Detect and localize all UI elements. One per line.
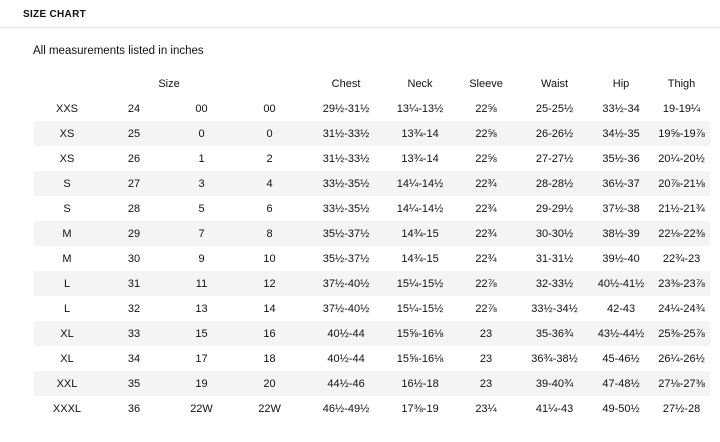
cell-alt-size-a: 7	[168, 221, 235, 246]
cell-thigh: 22⅛-22⅜	[653, 221, 710, 246]
cell-chest: 31½-33½	[322, 152, 370, 165]
cell-thigh: 24¼-24¾	[658, 302, 705, 315]
column-header-thigh: Thigh	[667, 77, 696, 90]
cell-sleeve: 22⅞	[475, 302, 497, 315]
cell-numeric-size: 36	[127, 402, 141, 415]
cell-thigh: 19-19¼	[662, 102, 701, 115]
cell-neck: 13¼-13½	[396, 102, 444, 115]
cell-alt-size-b: 18	[263, 352, 276, 365]
cell-alt-size-b: 2	[266, 152, 273, 165]
page-title: SIZE CHART	[23, 9, 86, 20]
table-row	[34, 246, 710, 271]
cell-sleeve: 23	[452, 321, 520, 346]
cell-alt-size-a: 3	[168, 171, 235, 196]
cell-chest: 40½-44	[327, 352, 365, 365]
cell-alt-size-b: 4	[235, 171, 304, 196]
cell-numeric-size: 35	[100, 371, 168, 396]
cell-alt-size-a: 13	[195, 302, 208, 315]
cell-sleeve: 22¾	[452, 171, 520, 196]
cell-thigh: 27½-28	[662, 402, 701, 415]
cell-chest: 37½-40½	[304, 271, 388, 296]
column-header-neck: Neck	[407, 77, 433, 90]
column-header-hip: Hip	[612, 77, 630, 90]
cell-alt-size-b: 12	[235, 271, 304, 296]
cell-alt-size-a: 1	[198, 152, 205, 165]
table-row	[34, 146, 710, 171]
cell-hip: 42-43	[606, 302, 636, 315]
cell-sleeve: 22⅝	[475, 152, 497, 165]
cell-alt-size-a: 0	[168, 121, 235, 146]
cell-alt-size-b: 0	[235, 121, 304, 146]
cell-waist: 30-30½	[520, 221, 589, 246]
size-rows	[34, 96, 710, 421]
cell-hip: 39½-40	[602, 252, 640, 265]
cell-sleeve: 23¼	[475, 402, 497, 415]
cell-chest: 46½-49½	[322, 402, 370, 415]
cell-size-label: L	[63, 302, 71, 315]
cell-waist: 25-25½	[535, 102, 574, 115]
cell-neck: 15¼-15½	[396, 302, 444, 315]
cell-thigh: 20¼-20½	[658, 152, 705, 165]
cell-numeric-size: 26	[127, 152, 141, 165]
cell-thigh: 27⅛-27⅜	[653, 371, 710, 396]
cell-alt-size-b: 8	[235, 221, 304, 246]
cell-waist: 39-40¾	[520, 371, 589, 396]
cell-neck: 14¼-14½	[396, 202, 444, 215]
cell-hip: 45-46½	[602, 352, 640, 365]
table-row	[34, 96, 710, 121]
cell-thigh: 25⅜-25⅞	[653, 321, 710, 346]
cell-hip: 43½-44½	[589, 321, 653, 346]
header-row	[34, 71, 710, 96]
cell-waist: 26-26½	[520, 121, 589, 146]
cell-alt-size-a: 15	[168, 321, 235, 346]
cell-alt-size-b: 10	[263, 252, 276, 265]
cell-waist: 36¾-38½	[531, 352, 578, 365]
cell-neck: 15⅝-16⅛	[396, 352, 444, 365]
cell-size-label: L	[34, 271, 100, 296]
size-chart-table	[34, 71, 710, 421]
cell-size-label: S	[34, 171, 100, 196]
cell-numeric-size: 27	[100, 171, 168, 196]
cell-chest: 33½-35½	[322, 202, 370, 215]
cell-hip: 47-48½	[589, 371, 653, 396]
cell-sleeve: 22⅞	[452, 271, 520, 296]
cell-thigh: 19⅝-19⅞	[653, 121, 710, 146]
cell-hip: 38½-39	[589, 221, 653, 246]
cell-sleeve: 22⅝	[452, 121, 520, 146]
cell-waist: 27-27½	[535, 152, 574, 165]
cell-waist: 29-29½	[535, 202, 574, 215]
cell-sleeve: 22¾	[475, 252, 497, 265]
cell-neck: 14¾-15	[401, 252, 439, 265]
table-row	[34, 346, 710, 371]
measurement-note: All measurements listed in inches	[33, 45, 204, 57]
cell-neck: 14¼-14½	[388, 171, 452, 196]
cell-numeric-size: 29	[100, 221, 168, 246]
cell-size-label: M	[34, 221, 100, 246]
column-header-size	[34, 71, 304, 96]
cell-sleeve: 22¾	[452, 221, 520, 246]
cell-alt-size-a: 22W	[190, 402, 213, 415]
cell-size-label: XS	[59, 152, 75, 165]
cell-alt-size-b: 14	[263, 302, 276, 315]
cell-size-label: M	[62, 252, 72, 265]
cell-numeric-size: 30	[127, 252, 141, 265]
cell-sleeve: 22¾	[475, 202, 497, 215]
header-bar	[0, 0, 720, 28]
cell-hip: 34½-35	[589, 121, 653, 146]
cell-chest: 40½-44	[304, 321, 388, 346]
cell-chest: 35½-37½	[304, 221, 388, 246]
column-header-chest: Chest	[331, 77, 361, 90]
cell-alt-size-a: 00	[195, 102, 208, 115]
cell-sleeve: 23	[452, 371, 520, 396]
cell-hip: 35½-36	[602, 152, 640, 165]
cell-neck: 15¼-15½	[388, 271, 452, 296]
cell-neck: 13¾-14	[388, 121, 452, 146]
cell-size-label: XL	[60, 352, 74, 365]
cell-size-label: S	[63, 202, 71, 215]
cell-sleeve: 22⅝	[475, 102, 497, 115]
cell-alt-size-b: 16	[235, 321, 304, 346]
cell-alt-size-b: 22W	[258, 402, 281, 415]
cell-thigh: 22¾-23	[662, 252, 701, 265]
cell-size-label: XXS	[55, 102, 78, 115]
table-row	[34, 221, 710, 246]
table-row	[34, 296, 710, 321]
table-row	[34, 196, 710, 221]
cell-waist: 35-36¾	[520, 321, 589, 346]
cell-alt-size-b: 00	[263, 102, 276, 115]
cell-numeric-size: 28	[127, 202, 141, 215]
cell-numeric-size: 31	[100, 271, 168, 296]
cell-waist: 32-33½	[520, 271, 589, 296]
cell-thigh: 21½-21¾	[658, 202, 705, 215]
cell-size-label: XL	[34, 321, 100, 346]
column-header-sleeve: Sleeve	[469, 77, 503, 90]
cell-thigh: 26¼-26½	[658, 352, 705, 365]
cell-neck: 15⅝-16⅛	[388, 321, 452, 346]
table-row	[34, 321, 710, 346]
cell-hip: 40½-41½	[589, 271, 653, 296]
cell-size-label: XS	[34, 121, 100, 146]
cell-thigh: 20⅞-21⅛	[653, 171, 710, 196]
cell-chest: 29½-31½	[322, 102, 370, 115]
cell-alt-size-a: 9	[198, 252, 205, 265]
cell-chest: 44½-46	[304, 371, 388, 396]
cell-waist: 31-31½	[535, 252, 574, 265]
cell-alt-size-b: 6	[266, 202, 273, 215]
cell-alt-size-a: 17	[195, 352, 208, 365]
table-row	[34, 396, 710, 421]
cell-thigh: 23⅜-23⅞	[653, 271, 710, 296]
cell-neck: 14¾-15	[388, 221, 452, 246]
cell-chest: 31½-33½	[304, 121, 388, 146]
cell-alt-size-b: 20	[235, 371, 304, 396]
cell-chest: 35½-37½	[322, 252, 370, 265]
table-row	[34, 121, 710, 146]
cell-numeric-size: 33	[100, 321, 168, 346]
cell-size-label: XXXL	[52, 402, 82, 415]
cell-neck: 17⅜-19	[401, 402, 439, 415]
cell-waist: 28-28½	[520, 171, 589, 196]
cell-waist: 33½-34½	[531, 302, 578, 315]
cell-numeric-size: 32	[127, 302, 141, 315]
cell-alt-size-a: 5	[198, 202, 205, 215]
cell-alt-size-a: 19	[168, 371, 235, 396]
table-row	[34, 171, 710, 196]
cell-numeric-size: 25	[100, 121, 168, 146]
column-header-size-label: Size	[158, 77, 180, 90]
cell-chest: 33½-35½	[304, 171, 388, 196]
cell-hip: 49-50½	[602, 402, 640, 415]
cell-waist: 41¼-43	[535, 402, 574, 415]
cell-sleeve: 23	[479, 352, 493, 365]
cell-hip: 36½-37	[589, 171, 653, 196]
cell-neck: 16½-18	[388, 371, 452, 396]
cell-neck: 13¾-14	[401, 152, 439, 165]
cell-hip: 33½-34	[602, 102, 640, 115]
cell-numeric-size: 34	[127, 352, 141, 365]
cell-alt-size-a: 11	[168, 271, 235, 296]
table-row	[34, 271, 710, 296]
column-header-waist: Waist	[540, 77, 569, 90]
cell-hip: 37½-38	[602, 202, 640, 215]
cell-numeric-size: 24	[127, 102, 141, 115]
cell-size-label: XXL	[34, 371, 100, 396]
table-row	[34, 371, 710, 396]
cell-chest: 37½-40½	[322, 302, 370, 315]
